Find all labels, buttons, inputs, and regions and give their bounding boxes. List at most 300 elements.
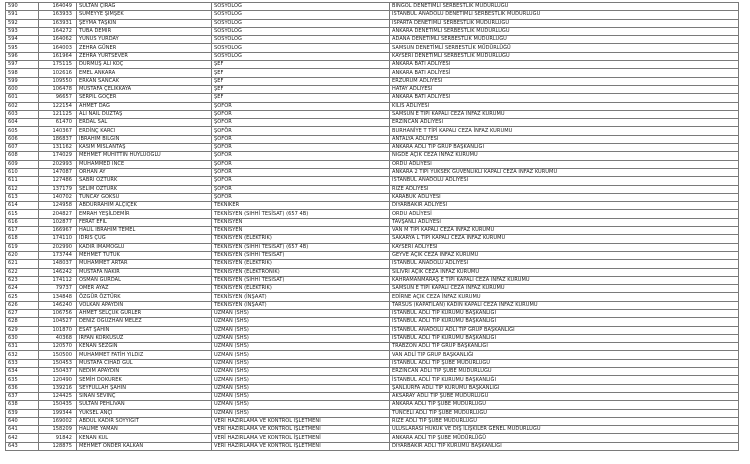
table-row — [6, 119, 739, 127]
full-name-cell: SEYFULLAH ŞAHİN — [77, 384, 212, 392]
full-name-cell: OSMAN GÜRDAL — [77, 276, 212, 284]
institution-cell: İSTANBUL ANADOLU ADLİYESİ — [390, 260, 739, 268]
table-row — [6, 85, 739, 93]
title-cell: ŞOFÖR — [212, 185, 390, 193]
row-number-cell: 599 — [6, 77, 39, 85]
table-row — [6, 235, 739, 243]
title-cell: UZMAN (SHS) — [212, 368, 390, 376]
table-row — [6, 185, 739, 193]
title-cell: UZMAN (SHS) — [212, 309, 390, 317]
title-cell: SOSYOLOG — [212, 44, 390, 52]
institution-cell: SAMSUN DENETİMLİ SERBESTLİK MÜDÜRLÜĞÜ — [390, 44, 739, 52]
row-number-cell: 616 — [6, 218, 39, 226]
institution-cell: İSTANBUL ADLİ TIP KURUMU BAŞKANLIĞI — [390, 334, 739, 342]
registry-id-cell: 146242 — [39, 268, 77, 276]
table-row — [6, 61, 739, 69]
title-cell: TEKNİSYEN (SIHHİ TESİSAT) — [212, 276, 390, 284]
table-row — [6, 19, 739, 27]
institution-cell: TAVŞANLI ADLİYESİ — [390, 218, 739, 226]
registry-id-cell: 147087 — [39, 168, 77, 176]
table-row — [6, 343, 739, 351]
table-row — [6, 251, 739, 259]
row-number-cell: 603 — [6, 110, 39, 118]
full-name-cell: MUSTAFA ÇELİKKAYA — [77, 85, 212, 93]
table-row — [6, 276, 739, 284]
institution-cell: KİLİS ADLİYESİ — [390, 102, 739, 110]
row-number-cell: 592 — [6, 19, 39, 27]
institution-cell: BURHANİYE T TİPİ KAPALI CEZA İNFAZ KURUMU — [390, 127, 739, 135]
title-cell: ŞOFÖR — [212, 102, 390, 110]
institution-cell: İSTANBUL ADLİ TIP KURUMU BAŞKANLIĞI — [390, 318, 739, 326]
table-row — [6, 3, 739, 11]
row-number-cell: 631 — [6, 343, 39, 351]
registry-id-cell: 163933 — [39, 11, 77, 19]
institution-cell: KAHRAMANMARAŞ E TİPİ KAPALI CEZA İNFAZ KURUMU — [390, 276, 739, 284]
row-number-cell: 625 — [6, 293, 39, 301]
registry-id-cell: 122154 — [39, 102, 77, 110]
registry-id-cell: 124958 — [39, 202, 77, 210]
title-cell: TEKNİSYEN (İNŞAAT) — [212, 293, 390, 301]
row-number-cell: 623 — [6, 276, 39, 284]
row-number-cell: 643 — [6, 442, 39, 450]
full-name-cell: MUSTAFA CİHAD GÜL — [77, 359, 212, 367]
title-cell: VERİ HAZIRLAMA VE KONTROL İŞLETMENİ — [212, 442, 390, 450]
table-row — [6, 442, 739, 450]
registry-id-cell: 109550 — [39, 77, 77, 85]
full-name-cell: MEHMET ÖNDER KALKAN — [77, 442, 212, 450]
registry-id-cell: 96657 — [39, 94, 77, 102]
registry-id-cell: 140702 — [39, 193, 77, 201]
full-name-cell: İBRAHİM BİLGİN — [77, 135, 212, 143]
institution-cell: KAYSERİ ADLİYESİ — [390, 243, 739, 251]
full-name-cell: TUBA DEMİR — [77, 27, 212, 35]
full-name-cell: MEHMET MUHİTTİN HUYLUOĞLU — [77, 152, 212, 160]
table-row — [6, 94, 739, 102]
table-row — [6, 11, 739, 19]
title-cell: ŞOFÖR — [212, 160, 390, 168]
title-cell: UZMAN (SHS) — [212, 326, 390, 334]
row-number-cell: 639 — [6, 409, 39, 417]
table-row — [6, 227, 739, 235]
registry-id-cell: 202990 — [39, 243, 77, 251]
full-name-cell: SABRİ ÖZTÜRK — [77, 177, 212, 185]
full-name-cell: YUNUS YURDAY — [77, 36, 212, 44]
full-name-cell: İDRİS ÇUĞ — [77, 235, 212, 243]
registry-id-cell: 150453 — [39, 359, 77, 367]
full-name-cell: ABDURRAHİM ALÇİÇEK — [77, 202, 212, 210]
registry-id-cell: 106756 — [39, 309, 77, 317]
row-number-cell: 608 — [6, 152, 39, 160]
full-name-cell: NEDİM APAYDIN — [77, 368, 212, 376]
institution-cell: ERZİNCAN ADLİ TIP ŞUBE MÜDÜRLÜĞÜ — [390, 368, 739, 376]
registry-id-cell: 106478 — [39, 85, 77, 93]
full-name-cell: EMRAH YEŞİLDEMİR — [77, 210, 212, 218]
table-row — [6, 334, 739, 342]
table-row — [6, 285, 739, 293]
table-row — [6, 144, 739, 152]
title-cell: UZMAN (SHS) — [212, 318, 390, 326]
full-name-cell: DENİZ OĞUZHAN MELEZ — [77, 318, 212, 326]
row-number-cell: 632 — [6, 351, 39, 359]
title-cell: ŞEF — [212, 61, 390, 69]
table-row — [6, 392, 739, 400]
table-row — [6, 417, 739, 425]
full-name-cell: MUHAMMET ARTAR — [77, 260, 212, 268]
institution-cell: DİYARBAKIR ADLİYESİ — [390, 202, 739, 210]
registry-id-cell: 61470 — [39, 119, 77, 127]
institution-cell: ULUSLARASI HUKUK VE DIŞ İLİŞKİLER GENEL MÜDÜRLÜĞÜ — [390, 426, 739, 434]
full-name-cell: AHMET DAĞ — [77, 102, 212, 110]
registry-id-cell: 158209 — [39, 426, 77, 434]
title-cell: ŞOFÖR — [212, 168, 390, 176]
title-cell: UZMAN (SHS) — [212, 401, 390, 409]
row-number-cell: 624 — [6, 285, 39, 293]
institution-cell: İSTANBUL ADLİ TIP ŞUBE MÜDÜRLÜĞÜ — [390, 359, 739, 367]
registry-id-cell: 134848 — [39, 293, 77, 301]
institution-cell: ORDU ADLİYESİ — [390, 160, 739, 168]
institution-cell: ERZURUM ADLİYESİ — [390, 77, 739, 85]
title-cell: ŞOFÖR — [212, 119, 390, 127]
registry-id-cell: 148037 — [39, 260, 77, 268]
institution-cell: DİYARBAKIR ADLİ TIP KURUMU BAŞKANLIĞI — [390, 442, 739, 450]
full-name-cell: HALİL İBRAHİM TEMEL — [77, 227, 212, 235]
institution-cell: İSTANBUL ADLİ TIP KURUMU BAŞKANLIĞI — [390, 376, 739, 384]
title-cell: UZMAN (SHS) — [212, 409, 390, 417]
row-number-cell: 601 — [6, 94, 39, 102]
table-row — [6, 127, 739, 135]
full-name-cell: ORHAN AY — [77, 168, 212, 176]
table-row — [6, 351, 739, 359]
full-name-cell: TUNCAY GÖKSU — [77, 193, 212, 201]
table-row — [6, 401, 739, 409]
row-number-cell: 597 — [6, 61, 39, 69]
full-name-cell: AHMET SELÇUK GÜRLER — [77, 309, 212, 317]
row-number-cell: 621 — [6, 260, 39, 268]
row-number-cell: 636 — [6, 384, 39, 392]
title-cell: UZMAN (SHS) — [212, 376, 390, 384]
title-cell: ŞEF — [212, 85, 390, 93]
row-number-cell: 633 — [6, 359, 39, 367]
table-row — [6, 301, 739, 309]
full-name-cell: İRFAN KORKUSUZ — [77, 334, 212, 342]
row-number-cell: 602 — [6, 102, 39, 110]
title-cell: VERİ HAZIRLAMA VE KONTROL İŞLETMENİ — [212, 434, 390, 442]
institution-cell: KAYSERİ DENETİMLİ SERBESTLİK MÜDÜRLÜĞÜ — [390, 52, 739, 60]
institution-cell: ANKARA BATI ADLİYESİ — [390, 69, 739, 77]
registry-id-cell: 169002 — [39, 417, 77, 425]
full-name-cell: ZEHRA GÜNER — [77, 44, 212, 52]
full-name-cell: ERDİNÇ KARCI — [77, 127, 212, 135]
registry-id-cell: 146240 — [39, 301, 77, 309]
row-number-cell: 615 — [6, 210, 39, 218]
title-cell: SOSYOLOG — [212, 3, 390, 11]
registry-id-cell: 174110 — [39, 235, 77, 243]
institution-cell: ANKARA DENETİMLİ SERBESTLİK MÜDÜRLÜĞÜ — [390, 27, 739, 35]
row-number-cell: 626 — [6, 301, 39, 309]
row-number-cell: 640 — [6, 417, 39, 425]
row-number-cell: 596 — [6, 52, 39, 60]
full-name-cell: SEMİH DOKUREK — [77, 376, 212, 384]
table-row — [6, 260, 739, 268]
table-row — [6, 202, 739, 210]
title-cell: TEKNİSYEN (ELEKTRİK) — [212, 260, 390, 268]
table-row — [6, 210, 739, 218]
title-cell: ŞEF — [212, 77, 390, 85]
institution-cell: VAN ADLİ TIP GRUP BAŞKANLIĞI — [390, 351, 739, 359]
full-name-cell: SÜMEYYE ŞİMŞEK — [77, 11, 212, 19]
title-cell: UZMAN (SHS) — [212, 392, 390, 400]
registry-id-cell: 128875 — [39, 442, 77, 450]
title-cell: TEKNİSYEN (SIHHİ TESİSAT) — [212, 251, 390, 259]
table-row — [6, 368, 739, 376]
table-row — [6, 102, 739, 110]
institution-cell: İSTANBUL ANADOLU DENETİMLİ SERBESTLİK MÜDÜRLÜĞÜ — [390, 11, 739, 19]
row-number-cell: 605 — [6, 127, 39, 135]
table-row — [6, 152, 739, 160]
table-row — [6, 168, 739, 176]
registry-id-cell: 120570 — [39, 343, 77, 351]
row-number-cell: 618 — [6, 235, 39, 243]
full-name-cell: MUHAMMED İNCE — [77, 160, 212, 168]
row-number-cell: 600 — [6, 85, 39, 93]
title-cell: TEKNİSYEN (ELEKTRONİK) — [212, 268, 390, 276]
full-name-cell: ŞEYMA TAŞKIN — [77, 19, 212, 27]
row-number-cell: 593 — [6, 27, 39, 35]
institution-cell: SİLİVRİ AÇIK CEZA İNFAZ KURUMU — [390, 268, 739, 276]
table-row — [6, 293, 739, 301]
registry-id-cell: 199344 — [39, 409, 77, 417]
registry-id-cell: 131162 — [39, 144, 77, 152]
table-row — [6, 376, 739, 384]
full-name-cell: SİNAN SEVİNÇ — [77, 392, 212, 400]
table-row — [6, 193, 739, 201]
row-number-cell: 606 — [6, 135, 39, 143]
institution-cell: TRABZON ADLİ TIP GRUP BAŞKANLIĞI — [390, 343, 739, 351]
row-number-cell: 611 — [6, 177, 39, 185]
table-row — [6, 69, 739, 77]
registry-id-cell: 186837 — [39, 135, 77, 143]
registry-id-cell: 124425 — [39, 392, 77, 400]
full-name-cell: ERKAN SANCAK — [77, 77, 212, 85]
row-number-cell: 591 — [6, 11, 39, 19]
title-cell: SOSYOLOG — [212, 36, 390, 44]
row-number-cell: 610 — [6, 168, 39, 176]
registry-id-cell: 140367 — [39, 127, 77, 135]
table-row — [6, 218, 739, 226]
row-number-cell: 617 — [6, 227, 39, 235]
registry-id-cell: 150500 — [39, 351, 77, 359]
full-name-cell: KENAN SEZGİN — [77, 343, 212, 351]
row-number-cell: 642 — [6, 434, 39, 442]
institution-cell: İSTANBUL ADLİ TIP KURUMU BAŞKANLIĞI — [390, 309, 739, 317]
full-name-cell: VOLKAN APAYDIN — [77, 301, 212, 309]
institution-cell: SAKARYA L TİPİ KAPALI CEZA İNFAZ KURUMU — [390, 235, 739, 243]
institution-cell: ANTALYA ADLİYESİ — [390, 135, 739, 143]
row-number-cell: 635 — [6, 376, 39, 384]
registry-id-cell: 127486 — [39, 177, 77, 185]
table-row — [6, 384, 739, 392]
table-row — [6, 426, 739, 434]
title-cell: UZMAN (SHS) — [212, 351, 390, 359]
full-name-cell: HALİME YAMAN — [77, 426, 212, 434]
title-cell: SOSYOLOG — [212, 27, 390, 35]
title-cell: TEKNİKER — [212, 202, 390, 210]
registry-id-cell: 164003 — [39, 44, 77, 52]
full-name-cell: MUHAMMET FATİH YILDIZ — [77, 351, 212, 359]
title-cell: UZMAN (SHS) — [212, 384, 390, 392]
table-row — [6, 160, 739, 168]
full-name-cell: ESAT ŞAHİN — [77, 326, 212, 334]
registry-id-cell: 164049 — [39, 3, 77, 11]
registry-id-cell: 166967 — [39, 227, 77, 235]
institution-cell: NİĞDE AÇIK CEZA İNFAZ KURUMU — [390, 152, 739, 160]
title-cell: ŞOFÖR — [212, 177, 390, 185]
row-number-cell: 613 — [6, 193, 39, 201]
title-cell: TEKNİSYEN (İNŞAAT) — [212, 301, 390, 309]
full-name-cell: KADİR İMAMOĞLU — [77, 243, 212, 251]
row-number-cell: 609 — [6, 160, 39, 168]
table-row — [6, 434, 739, 442]
table-row — [6, 135, 739, 143]
row-number-cell: 641 — [6, 426, 39, 434]
full-name-cell: ÖZGÜR ÖZTÜRK — [77, 293, 212, 301]
registry-id-cell: 137179 — [39, 185, 77, 193]
row-number-cell: 629 — [6, 326, 39, 334]
institution-cell: HATAY ADLİYESİ — [390, 85, 739, 93]
title-cell: UZMAN (SHS) — [212, 359, 390, 367]
institution-cell: TUNCELİ ADLİ TIP ŞUBE MÜDÜRLÜĞÜ — [390, 409, 739, 417]
row-number-cell: 638 — [6, 401, 39, 409]
row-number-cell: 637 — [6, 392, 39, 400]
institution-cell: BİNGÖL DENETİMLİ SERBESTLİK MÜDÜRLÜĞÜ — [390, 3, 739, 11]
row-number-cell: 622 — [6, 268, 39, 276]
registry-id-cell: 161964 — [39, 52, 77, 60]
title-cell: ŞOFÖR — [212, 127, 390, 135]
title-cell: TEKNİSYEN (ELEKTRİK) — [212, 235, 390, 243]
institution-cell: RİZE ADLİ TIP ŞUBE MÜDÜRLÜĞÜ — [390, 417, 739, 425]
title-cell: ŞEF — [212, 94, 390, 102]
full-name-cell: KENAN KUL — [77, 434, 212, 442]
row-number-cell: 594 — [6, 36, 39, 44]
row-number-cell: 630 — [6, 334, 39, 342]
registry-id-cell: 163931 — [39, 19, 77, 27]
row-number-cell: 612 — [6, 185, 39, 193]
title-cell: TEKNİSYEN — [212, 227, 390, 235]
registry-id-cell: 120490 — [39, 376, 77, 384]
registry-id-cell: 150437 — [39, 368, 77, 376]
table-row — [6, 359, 739, 367]
row-number-cell: 590 — [6, 3, 39, 11]
registry-id-cell: 102616 — [39, 69, 77, 77]
registry-id-cell: 164272 — [39, 27, 77, 35]
registry-id-cell: 150435 — [39, 401, 77, 409]
full-name-cell: MEHMET TUTUK — [77, 251, 212, 259]
institution-cell: ANKARA ADLİ TIP ŞUBE MÜDÜRLÜĞÜ — [390, 401, 739, 409]
row-number-cell: 620 — [6, 251, 39, 259]
full-name-cell: ZEHRA YURTSEVER — [77, 52, 212, 60]
institution-cell: ŞANLIURFA ADLİ TIP KURUMU BAŞKANLIĞI — [390, 384, 739, 392]
institution-cell: EDİRNE AÇIK CEZA İNFAZ KURUMU — [390, 293, 739, 301]
registry-id-cell: 204827 — [39, 210, 77, 218]
row-number-cell: 598 — [6, 69, 39, 77]
institution-cell: AKSARAY ADLİ TIP ŞUBE MÜDÜRLÜĞÜ — [390, 392, 739, 400]
institution-cell: GEYVE AÇIK CEZA İNFAZ KURUMU — [390, 251, 739, 259]
table-row — [6, 27, 739, 35]
institution-cell: RİZE ADLİYESİ — [390, 185, 739, 193]
table-row — [6, 326, 739, 334]
row-number-cell: 595 — [6, 44, 39, 52]
row-number-cell: 614 — [6, 202, 39, 210]
institution-cell: ANKARA ADLİ TIP GRUP BAŞKANLIĞI — [390, 144, 739, 152]
title-cell: ŞOFÖR — [212, 135, 390, 143]
title-cell: VERİ HAZIRLAMA VE KONTROL İŞLETMENİ — [212, 417, 390, 425]
full-name-cell: ABDUL KADİR SOYYİĞİT — [77, 417, 212, 425]
full-name-cell: YÜKSEL ANÇİ — [77, 409, 212, 417]
institution-cell: SAMSUN E TİPİ KAPALI CEZA İNFAZ KURUMU — [390, 285, 739, 293]
row-number-cell: 634 — [6, 368, 39, 376]
row-number-cell: 604 — [6, 119, 39, 127]
full-name-cell: MUSTAFA NAKIR — [77, 268, 212, 276]
title-cell: ŞEF — [212, 69, 390, 77]
row-number-cell: 619 — [6, 243, 39, 251]
personnel-table — [5, 2, 739, 451]
title-cell: TEKNİSYEN (ELEKTRİK) — [212, 285, 390, 293]
registry-id-cell: 102877 — [39, 218, 77, 226]
full-name-cell: SERPİL GÖÇER — [77, 94, 212, 102]
table-row — [6, 44, 739, 52]
full-name-cell: FERAT EFİL — [77, 218, 212, 226]
personnel-table-body — [6, 3, 739, 451]
institution-cell: İSTANBUL ANADOLU ADLİYESİ — [390, 177, 739, 185]
registry-id-cell: 101870 — [39, 326, 77, 334]
registry-id-cell: 139216 — [39, 384, 77, 392]
registry-id-cell: 121125 — [39, 110, 77, 118]
row-number-cell: 628 — [6, 318, 39, 326]
table-row — [6, 268, 739, 276]
institution-cell: ORDU ADLİYESİ — [390, 210, 739, 218]
title-cell: ŞOFÖR — [212, 152, 390, 160]
registry-id-cell: 174029 — [39, 152, 77, 160]
institution-cell: SAMSUN E TİPİ KAPALI CEZA İNFAZ KURUMU — [390, 110, 739, 118]
registry-id-cell: 104527 — [39, 318, 77, 326]
full-name-cell: ÖMER AYAZ — [77, 285, 212, 293]
title-cell: SOSYOLOG — [212, 19, 390, 27]
full-name-cell: SULTAN ÇIRAĞ — [77, 3, 212, 11]
full-name-cell: SULTAN PEHLİVAN — [77, 401, 212, 409]
title-cell: ŞOFÖR — [212, 193, 390, 201]
title-cell: SOSYOLOG — [212, 11, 390, 19]
row-number-cell: 607 — [6, 144, 39, 152]
registry-id-cell: 164062 — [39, 36, 77, 44]
table-row — [6, 409, 739, 417]
registry-id-cell: 91842 — [39, 434, 77, 442]
institution-cell: ANKARA BATI ADLİYESİ — [390, 94, 739, 102]
title-cell: TEKNİSYEN — [212, 218, 390, 226]
institution-cell: İSTANBUL ANADOLU ADLİ TIP GRUP BAŞKANLIĞI — [390, 326, 739, 334]
title-cell: ŞOFÖR — [212, 110, 390, 118]
table-row — [6, 52, 739, 60]
full-name-cell: KASIM MISLANTAŞ — [77, 144, 212, 152]
institution-cell: ANKARA 2 TİPİ YÜKSEK GÜVENLİKLİ KAPALI CEZA İNFAZ KURUMU — [390, 168, 739, 176]
registry-id-cell: 175115 — [39, 61, 77, 69]
registry-id-cell: 173744 — [39, 251, 77, 259]
table-row — [6, 309, 739, 317]
title-cell: SOSYOLOG — [212, 52, 390, 60]
table-row — [6, 110, 739, 118]
institution-cell: ERZİNCAN ADLİYESİ — [390, 119, 739, 127]
registry-id-cell: 174112 — [39, 276, 77, 284]
institution-cell: İSPARTA DENETİMLİ SERBESTLİK MÜDÜRLÜĞÜ — [390, 19, 739, 27]
